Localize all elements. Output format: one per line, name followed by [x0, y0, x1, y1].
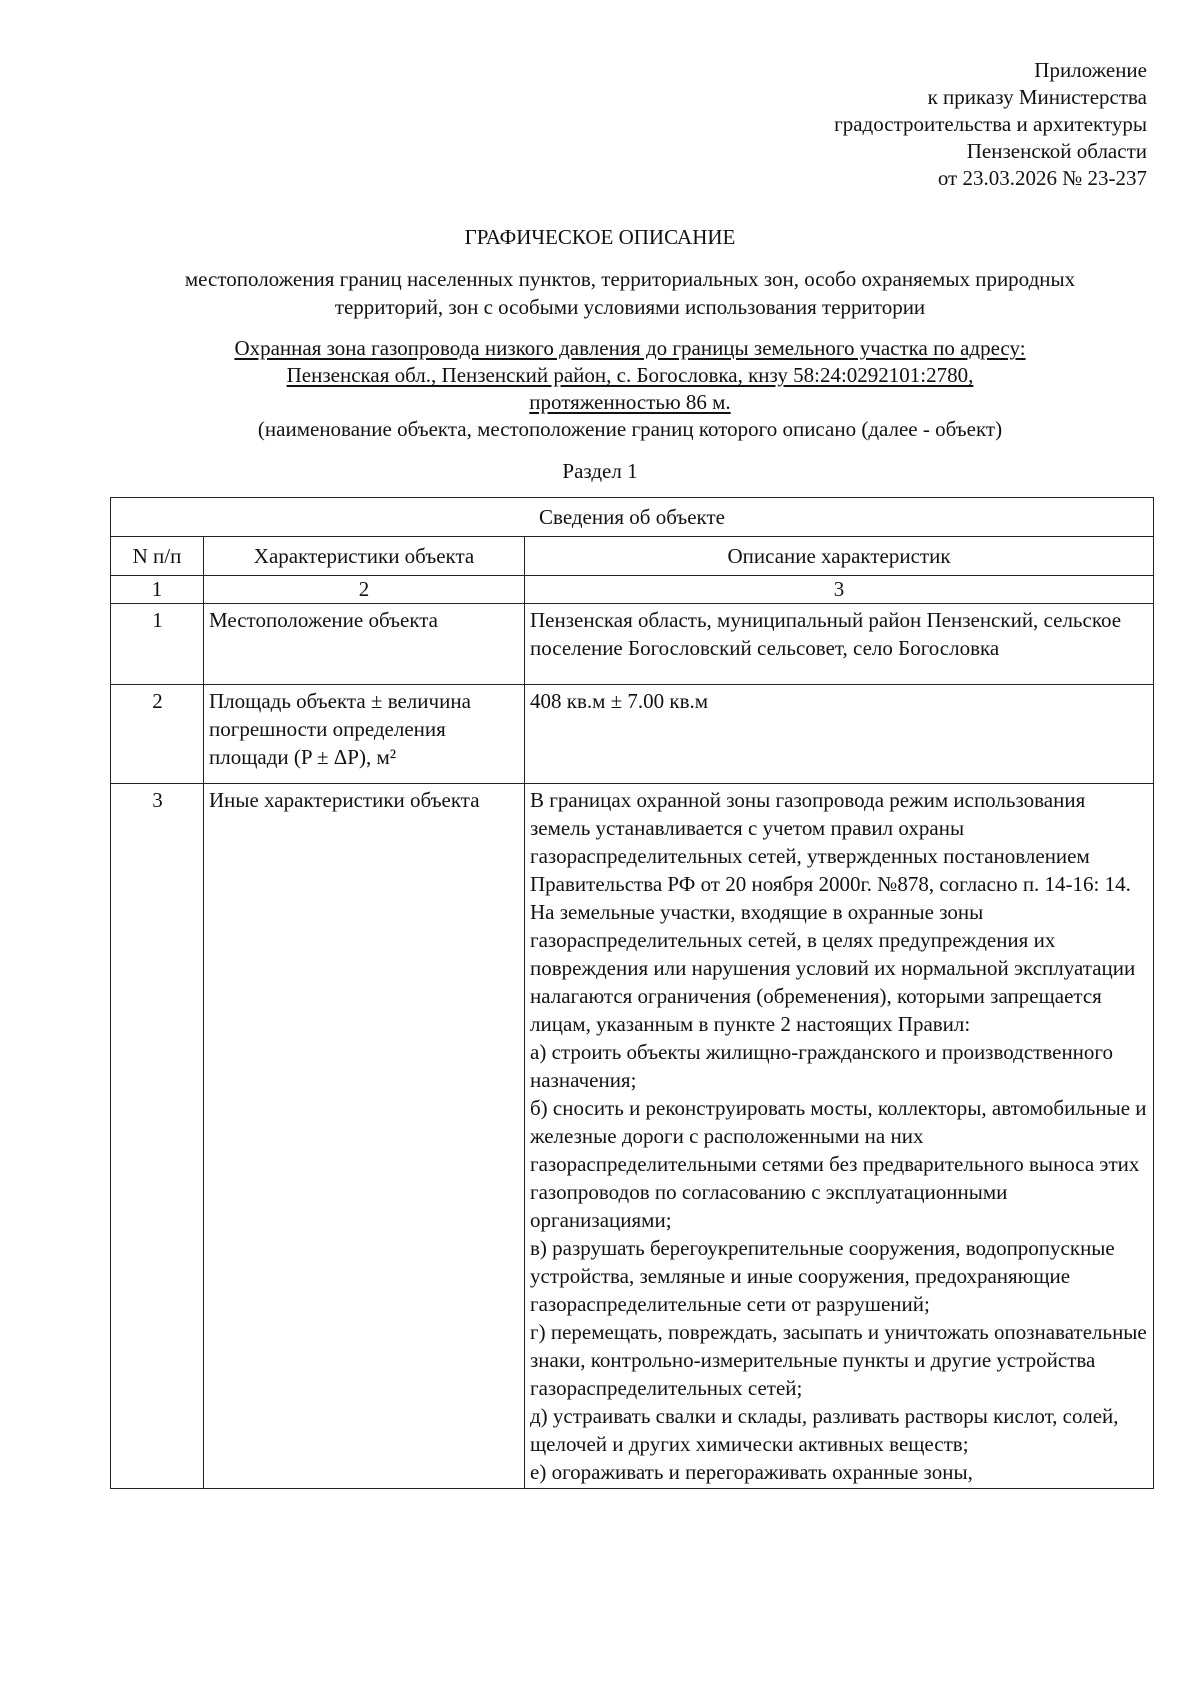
annex-line: Пензенской области [966, 139, 1147, 163]
annex-date-number: от 23.03.2026 № 23-237 [937, 166, 1147, 190]
table-caption: Сведения об объекте [111, 498, 1154, 537]
restriction-paragraph: г) перемещать, повреждать, засыпать и уничтожать опознавательные знаки, контрольно-измерительные пункты и другие устройства газораспределительных сетей; [530, 1320, 1147, 1400]
document-subtitle [100, 265, 1160, 321]
restriction-paragraph: е) огораживать и перегораживать охранные зоны, [530, 1460, 973, 1484]
object-info-table [110, 497, 1154, 1489]
row-characteristic: Иные характеристики объекта [204, 784, 525, 1489]
table-row [111, 685, 1154, 784]
table-row [111, 784, 1154, 1489]
object-name-block [100, 335, 1160, 443]
restriction-paragraph: В границах охранной зоны газопровода режим использования земель устанавливается с учетом правил охраны газораспределительных сетей, утвержденных постановлением Правительства РФ от 20 ноября 2000г. №878, согласно п. 14-16: 14. На земельные участки, входящие в охранные зоны газораспределительных сетей, в целях предупреждения их повреждения или нарушения условий их нормальной эксплуатации налагаются ограничения (обременения), которыми запрещается лицам, указанным в пункте 2 настоящих Правил: [530, 788, 1136, 1036]
object-name-line: Охранная зона газопровода низкого давления до границы земельного участка по адресу: [234, 336, 1026, 360]
object-name-line: протяженностью 86 м. [529, 390, 731, 414]
row-description: Пензенская область, муниципальный район Пензенский, сельское поселение Богословский сельсовет, село Богословка [525, 604, 1154, 685]
restriction-paragraph: а) строить объекты жилищно-гражданского и производственного назначения; [530, 1040, 1114, 1092]
restriction-paragraph: д) устраивать свалки и склады, разливать растворы кислот, солей, щелочей и других химически активных веществ; [530, 1404, 1119, 1456]
row-description [525, 784, 1154, 1489]
section-heading: Раздел 1 [562, 459, 638, 483]
annex-line: градостроительства и архитектуры [834, 112, 1147, 136]
row-description: 408 кв.м ± 7.00 кв.м [525, 685, 1154, 784]
column-number: 2 [204, 576, 525, 604]
row-characteristic: Местоположение объекта [204, 604, 525, 685]
annex-line: к приказу Министерства [927, 85, 1147, 109]
object-name-line: Пензенская обл., Пензенский район, с. Богословка, кнзу 58:24:0292101:2780, [286, 363, 974, 387]
restriction-paragraph: б) сносить и реконструировать мосты, коллекторы, автомобильные и железные дороги с расположенными на них газораспределительными сетями без предварительного выноса этих газопроводов по согласованию с эксплуатационными организациями; [530, 1096, 1147, 1232]
column-number: 3 [525, 576, 1154, 604]
row-number: 3 [111, 784, 204, 1489]
restriction-paragraph: в) разрушать берегоукрепительные сооружения, водопропускные устройства, земляные и иные сооружения, предохраняющие газораспределительные сети от разрушений; [530, 1236, 1115, 1316]
subtitle-line: территорий, зон с особыми условиями использования территории [334, 295, 926, 319]
annex-block [834, 57, 1147, 192]
row-characteristic: Площадь объекта ± величина погрешности определения площади (P ± ΔP), м² [204, 685, 525, 784]
header-number: N п/п [111, 537, 204, 576]
table-row [111, 604, 1154, 685]
subtitle-line: местоположения границ населенных пунктов, территориальных зон, особо охраняемых природных [184, 267, 1076, 291]
annex-line: Приложение [1034, 58, 1147, 82]
object-name-caption: (наименование объекта, местоположение границ которого описано (далее - объект) [257, 417, 1003, 441]
header-characteristic: Характеристики объекта [204, 537, 525, 576]
row-number: 2 [111, 685, 204, 784]
header-description: Описание характеристик [525, 537, 1154, 576]
row-number: 1 [111, 604, 204, 685]
column-number: 1 [111, 576, 204, 604]
document-title: ГРАФИЧЕСКОЕ ОПИСАНИЕ [464, 225, 736, 249]
